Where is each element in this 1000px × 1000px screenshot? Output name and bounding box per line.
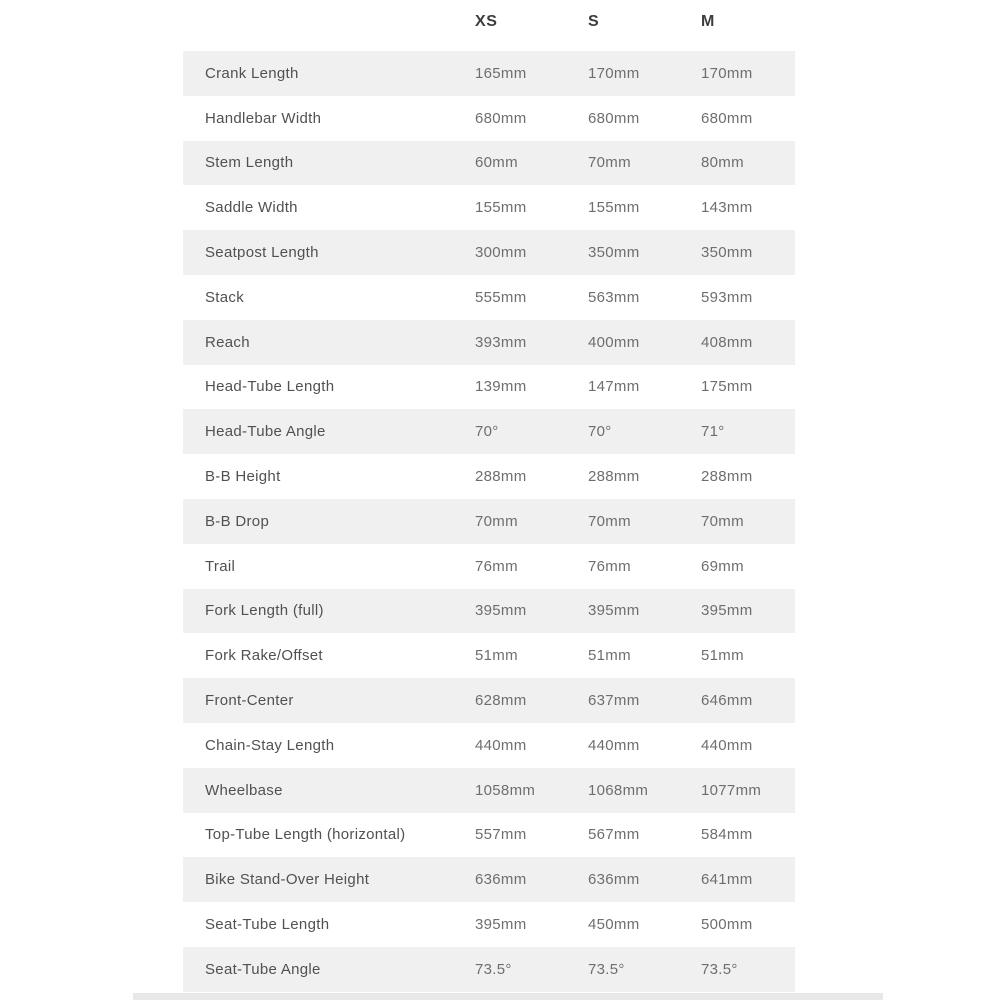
- spec-label: Front-Center: [205, 692, 294, 710]
- spec-label: Crank Length: [205, 64, 299, 82]
- spec-value-m: 170mm: [701, 64, 753, 82]
- table-row: [183, 544, 795, 589]
- spec-value-m: 1077mm: [701, 781, 762, 799]
- spec-value-m: 646mm: [701, 692, 753, 710]
- spec-value-xs: 165mm: [475, 64, 527, 82]
- spec-value-xs: 73.5°: [475, 960, 512, 978]
- spec-value-m: 71°: [701, 423, 725, 441]
- table-row: [183, 723, 795, 768]
- spec-label: Fork Length (full): [205, 602, 324, 620]
- table-row: [183, 813, 795, 858]
- table-row: [183, 768, 795, 813]
- spec-value-s: 70mm: [588, 154, 631, 172]
- spec-value-s: 350mm: [588, 244, 640, 262]
- spec-value-xs: 395mm: [475, 916, 527, 934]
- size-header-row: [183, 13, 795, 31]
- spec-label: Head-Tube Length: [205, 378, 335, 396]
- table-row: [183, 902, 795, 947]
- spec-label: Stem Length: [205, 154, 294, 172]
- spec-label: Seat-Tube Angle: [205, 960, 321, 978]
- spec-value-xs: 155mm: [475, 199, 527, 217]
- next-section-edge: [133, 993, 883, 1000]
- table-row: [183, 51, 795, 96]
- spec-value-xs: 288mm: [475, 468, 527, 486]
- table-row: [183, 499, 795, 544]
- spec-value-s: 563mm: [588, 288, 640, 306]
- table-row: [183, 409, 795, 454]
- table-row: [183, 275, 795, 320]
- spec-value-s: 395mm: [588, 602, 640, 620]
- spec-value-xs: 1058mm: [475, 781, 536, 799]
- spec-value-xs: 557mm: [475, 826, 527, 844]
- table-row: [183, 678, 795, 723]
- spec-value-m: 288mm: [701, 468, 753, 486]
- spec-label: Saddle Width: [205, 199, 298, 217]
- spec-value-m: 51mm: [701, 647, 744, 665]
- table-row: [183, 947, 795, 992]
- spec-label: Top-Tube Length (horizontal): [205, 826, 406, 844]
- spec-value-m: 584mm: [701, 826, 753, 844]
- spec-value-xs: 300mm: [475, 244, 527, 262]
- spec-value-xs: 139mm: [475, 378, 527, 396]
- spec-value-xs: 555mm: [475, 288, 527, 306]
- spec-value-s: 155mm: [588, 199, 640, 217]
- spec-value-s: 73.5°: [588, 960, 625, 978]
- spec-value-xs: 70mm: [475, 512, 518, 530]
- spec-label: B-B Height: [205, 468, 281, 486]
- spec-value-s: 400mm: [588, 333, 640, 351]
- size-column-header-m: M: [701, 13, 715, 30]
- spec-value-m: 70mm: [701, 512, 744, 530]
- spec-value-m: 350mm: [701, 244, 753, 262]
- spec-value-s: 70mm: [588, 512, 631, 530]
- table-row: [183, 589, 795, 634]
- spec-value-m: 175mm: [701, 378, 753, 396]
- size-column-header-s: S: [588, 13, 600, 30]
- geometry-table: [183, 51, 795, 992]
- spec-label: Reach: [205, 333, 250, 351]
- spec-value-xs: 76mm: [475, 557, 518, 575]
- spec-label: Wheelbase: [205, 781, 283, 799]
- table-row: [183, 633, 795, 678]
- spec-value-xs: 60mm: [475, 154, 518, 172]
- spec-label: Stack: [205, 288, 245, 306]
- spec-value-xs: 628mm: [475, 692, 527, 710]
- spec-value-s: 51mm: [588, 647, 631, 665]
- spec-value-m: 641mm: [701, 871, 753, 889]
- spec-value-m: 69mm: [701, 557, 744, 575]
- table-row: [183, 185, 795, 230]
- spec-value-s: 70°: [588, 423, 612, 441]
- spec-value-s: 637mm: [588, 692, 640, 710]
- spec-label: Head-Tube Angle: [205, 423, 326, 441]
- spec-label: Trail: [205, 557, 236, 575]
- spec-label: Bike Stand-Over Height: [205, 871, 370, 889]
- spec-value-m: 143mm: [701, 199, 753, 217]
- spec-value-s: 567mm: [588, 826, 640, 844]
- spec-label: Fork Rake/Offset: [205, 647, 323, 665]
- table-row: [183, 96, 795, 141]
- spec-value-m: 395mm: [701, 602, 753, 620]
- spec-value-xs: 70°: [475, 423, 499, 441]
- spec-value-s: 288mm: [588, 468, 640, 486]
- spec-value-xs: 393mm: [475, 333, 527, 351]
- table-row: [183, 320, 795, 365]
- spec-value-s: 440mm: [588, 736, 640, 754]
- spec-value-xs: 636mm: [475, 871, 527, 889]
- spec-value-m: 80mm: [701, 154, 744, 172]
- spec-value-m: 500mm: [701, 916, 753, 934]
- size-column-header-xs: XS: [475, 13, 498, 30]
- spec-label: B-B Drop: [205, 512, 270, 530]
- spec-value-xs: 395mm: [475, 602, 527, 620]
- spec-value-xs: 51mm: [475, 647, 518, 665]
- table-row: [183, 230, 795, 275]
- spec-value-s: 636mm: [588, 871, 640, 889]
- spec-value-m: 73.5°: [701, 960, 738, 978]
- table-row: [183, 857, 795, 902]
- spec-value-s: 680mm: [588, 109, 640, 127]
- spec-value-xs: 680mm: [475, 109, 527, 127]
- spec-value-s: 1068mm: [588, 781, 649, 799]
- spec-value-s: 170mm: [588, 64, 640, 82]
- spec-value-m: 680mm: [701, 109, 753, 127]
- table-row: [183, 365, 795, 410]
- spec-value-s: 450mm: [588, 916, 640, 934]
- spec-label: Seat-Tube Length: [205, 916, 330, 934]
- spec-value-m: 593mm: [701, 288, 753, 306]
- spec-label: Chain-Stay Length: [205, 736, 335, 754]
- spec-value-s: 147mm: [588, 378, 640, 396]
- spec-label: Seatpost Length: [205, 244, 319, 262]
- spec-value-m: 408mm: [701, 333, 753, 351]
- spec-value-xs: 440mm: [475, 736, 527, 754]
- spec-value-s: 76mm: [588, 557, 631, 575]
- spec-value-m: 440mm: [701, 736, 753, 754]
- table-row: [183, 454, 795, 499]
- table-row: [183, 141, 795, 186]
- spec-label: Handlebar Width: [205, 109, 322, 127]
